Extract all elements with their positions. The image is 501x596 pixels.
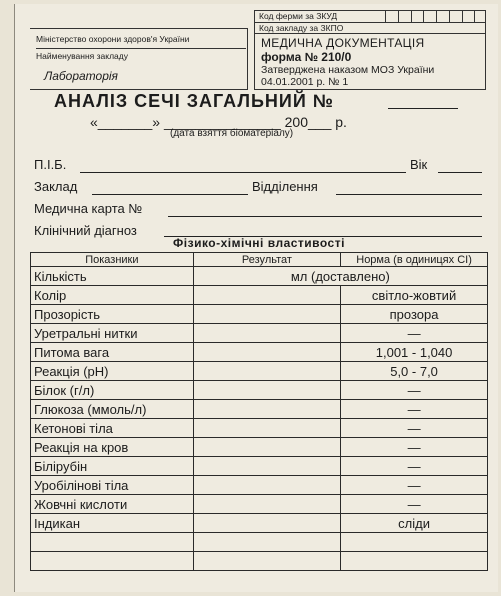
table-header bbox=[31, 253, 488, 267]
form-number: форма № 210/0 bbox=[261, 50, 352, 64]
indicator-name: Реакція (рН) bbox=[31, 362, 194, 381]
norm-value: — bbox=[341, 476, 488, 495]
indicator-name: Білірубін bbox=[31, 457, 194, 476]
code-cells bbox=[385, 11, 487, 35]
department-field[interactable] bbox=[336, 194, 482, 195]
facility-field[interactable] bbox=[92, 194, 248, 195]
indicator-name: Індикан bbox=[31, 514, 194, 533]
pib-field[interactable] bbox=[80, 172, 406, 173]
indicator-name: Білок (г/л) bbox=[31, 381, 194, 400]
result-cell[interactable] bbox=[193, 514, 340, 533]
norm-value: — bbox=[341, 495, 488, 514]
result-cell[interactable] bbox=[193, 305, 340, 324]
result-cell[interactable] bbox=[193, 419, 340, 438]
card-label: Медична карта № bbox=[34, 201, 143, 216]
table-row bbox=[31, 438, 488, 457]
date-hint: (дата взяття біоматеріалу) bbox=[170, 128, 294, 139]
ministry-name: Міністерство охорони здоров'я України bbox=[36, 34, 190, 44]
header-norm: Норма (в одиницях СІ) bbox=[341, 253, 488, 267]
indicator-name: Реакція на кров bbox=[31, 438, 194, 457]
indicator-name: Уретральні нитки bbox=[31, 324, 194, 343]
table-row bbox=[31, 305, 488, 324]
result-cell[interactable] bbox=[193, 476, 340, 495]
table-row bbox=[31, 362, 488, 381]
result-cell[interactable] bbox=[193, 457, 340, 476]
norm-value: — bbox=[341, 400, 488, 419]
indicator-name: Колір bbox=[31, 286, 194, 305]
doc-type: МЕДИЧНА ДОКУМЕНТАЦІЯ bbox=[261, 36, 425, 50]
quantity-unit[interactable]: мл (доставлено) bbox=[193, 267, 487, 286]
empty-row bbox=[31, 533, 488, 552]
indicator-name: Глюкоза (ммоль/л) bbox=[31, 400, 194, 419]
norm-value: — bbox=[341, 457, 488, 476]
result-cell[interactable] bbox=[193, 400, 340, 419]
age-field[interactable] bbox=[438, 172, 482, 173]
quantity-label: Кількість bbox=[31, 267, 194, 286]
norm-value: 5,0 - 7,0 bbox=[341, 362, 488, 381]
indicator-name: Питома вага bbox=[31, 343, 194, 362]
indicator-name: Кетонові тіла bbox=[31, 419, 194, 438]
header-result: Результат bbox=[193, 253, 340, 267]
result-cell[interactable] bbox=[193, 495, 340, 514]
table-row bbox=[31, 400, 488, 419]
ministry-block bbox=[30, 28, 248, 90]
card-field[interactable] bbox=[168, 216, 482, 217]
norm-value: світло-жовтий bbox=[341, 286, 488, 305]
table-row bbox=[31, 286, 488, 305]
result-cell[interactable] bbox=[193, 381, 340, 400]
quantity-row bbox=[31, 267, 488, 286]
diagnosis-label: Клінічний діагноз bbox=[34, 223, 137, 238]
table-row bbox=[31, 343, 488, 362]
codes-block bbox=[254, 10, 486, 34]
table-row bbox=[31, 419, 488, 438]
indicator-name: Уробілінові тіла bbox=[31, 476, 194, 495]
approved-text: Затверджена наказом МОЗ України bbox=[261, 64, 435, 76]
empty-row bbox=[31, 552, 488, 571]
pib-label: П.І.Б. bbox=[34, 157, 67, 172]
indicator-name: Прозорість bbox=[31, 305, 194, 324]
table-row bbox=[31, 381, 488, 400]
table-row bbox=[31, 476, 488, 495]
department-label: Відділення bbox=[252, 179, 318, 194]
norm-value: — bbox=[341, 419, 488, 438]
age-label: Вік bbox=[410, 157, 428, 172]
table-row bbox=[31, 495, 488, 514]
institution-value: Лабораторія bbox=[44, 69, 118, 83]
result-cell[interactable] bbox=[193, 343, 340, 362]
number-blank[interactable] bbox=[388, 108, 458, 109]
norm-value: прозора bbox=[341, 305, 488, 324]
table-row bbox=[31, 324, 488, 343]
date-line: «_______» _______________ 200___ р. bbox=[90, 114, 347, 130]
norm-value: 1,001 - 1,040 bbox=[341, 343, 488, 362]
result-cell[interactable] bbox=[193, 362, 340, 381]
section-title: Фізико-хімічні властивості bbox=[173, 236, 345, 250]
norm-value: — bbox=[341, 438, 488, 457]
medical-doc-block bbox=[254, 34, 486, 90]
result-cell[interactable] bbox=[193, 286, 340, 305]
result-cell[interactable] bbox=[193, 324, 340, 343]
code-farm: Код ферми за ЗКУД bbox=[255, 11, 485, 23]
norm-value: — bbox=[341, 381, 488, 400]
results-table bbox=[30, 252, 488, 571]
norm-value: — bbox=[341, 324, 488, 343]
institution-label: Найменування закладу bbox=[36, 48, 246, 61]
facility-label: Заклад bbox=[34, 179, 78, 194]
header-indicator: Показники bbox=[31, 253, 194, 267]
approved-date: 04.01.2001 р. № 1 bbox=[261, 76, 349, 88]
page-title: АНАЛІЗ СЕЧІ ЗАГАЛЬНИЙ № bbox=[54, 91, 334, 111]
indicator-name: Жовчні кислоти bbox=[31, 495, 194, 514]
code-institution: Код закладу за ЗКПО bbox=[259, 23, 344, 33]
result-cell[interactable] bbox=[193, 438, 340, 457]
table-row bbox=[31, 457, 488, 476]
norm-value: сліди bbox=[341, 514, 488, 533]
table-row bbox=[31, 514, 488, 533]
